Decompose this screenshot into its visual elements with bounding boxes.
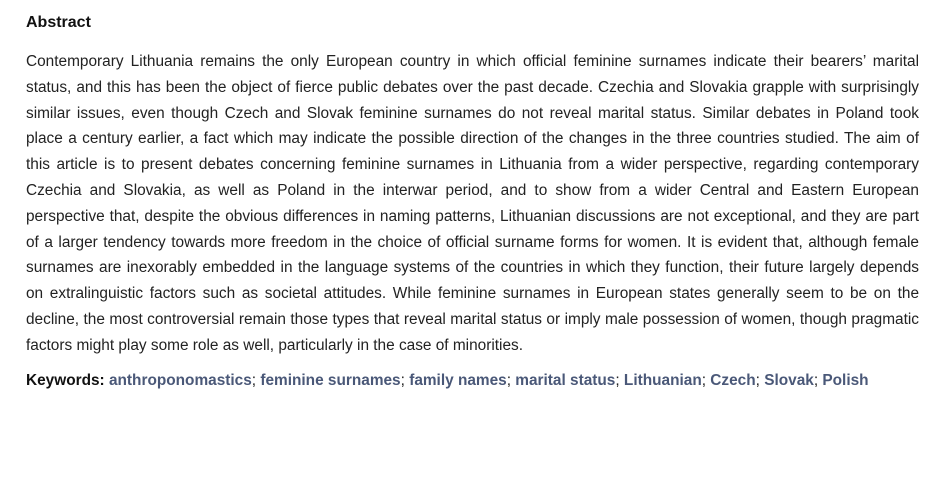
- abstract-heading: Abstract: [26, 14, 91, 31]
- keyword-link[interactable]: Polish: [822, 371, 869, 389]
- keywords-line: [26, 368, 919, 393]
- keyword-link[interactable]: Czech: [710, 371, 756, 389]
- keyword-separator: ;: [701, 371, 711, 389]
- keyword-link[interactable]: Lithuanian: [623, 371, 702, 389]
- keyword-separator: ;: [755, 371, 765, 389]
- keyword-link[interactable]: marital status: [515, 371, 616, 389]
- abstract-text: Contemporary Lithuania remains the only European country in which official feminine surnames indicate their bearers’ marital status, and this has been the object of fierce public debates over the past decade. Czechia and Slovakia grapple with surprisingly similar issues, even though Czech and Slovak feminine surnames do not reveal marital status. Similar debates in Poland took place a century earlier, a fact which may indicate the possible direction of the changes in the three countries studied. The aim of this article is to present debates concerning feminine surnames in Lithuania from a wider perspective, regarding contemporary Czechia and Slovakia, as well as Poland in the interwar period, and to show from a wider Central and Eastern European perspective that, despite the obvious differences in naming patterns, Lithuanian discussions are not exceptional, and they are part of a larger tendency towards more freedom in the choice of official surname forms for women. It is evident that, although female surnames are inexorably embedded in the language systems of the countries in which they function, their future largely depends on extralinguistic factors such as societal attitudes. While feminine surnames in European states generally seem to be on the decline, the most controversial remain those types that reveal marital status or imply male possession of women, though pragmatic factors might play some role as well, particularly in the case of minorities.: [26, 53, 919, 354]
- keyword-separator: ;: [400, 371, 410, 389]
- keyword-link[interactable]: family names: [409, 371, 507, 389]
- keyword-separator: ;: [813, 371, 823, 389]
- keyword-separator: ;: [251, 371, 261, 389]
- keywords-label: Keywords:: [26, 371, 105, 389]
- abstract-section: [26, 12, 919, 393]
- keyword-separator: ;: [615, 371, 624, 389]
- keyword-link[interactable]: feminine surnames: [260, 371, 401, 389]
- keyword-link[interactable]: anthroponomastics: [108, 371, 252, 389]
- keyword-separator: ;: [506, 371, 516, 389]
- keyword-link[interactable]: Slovak: [764, 371, 814, 389]
